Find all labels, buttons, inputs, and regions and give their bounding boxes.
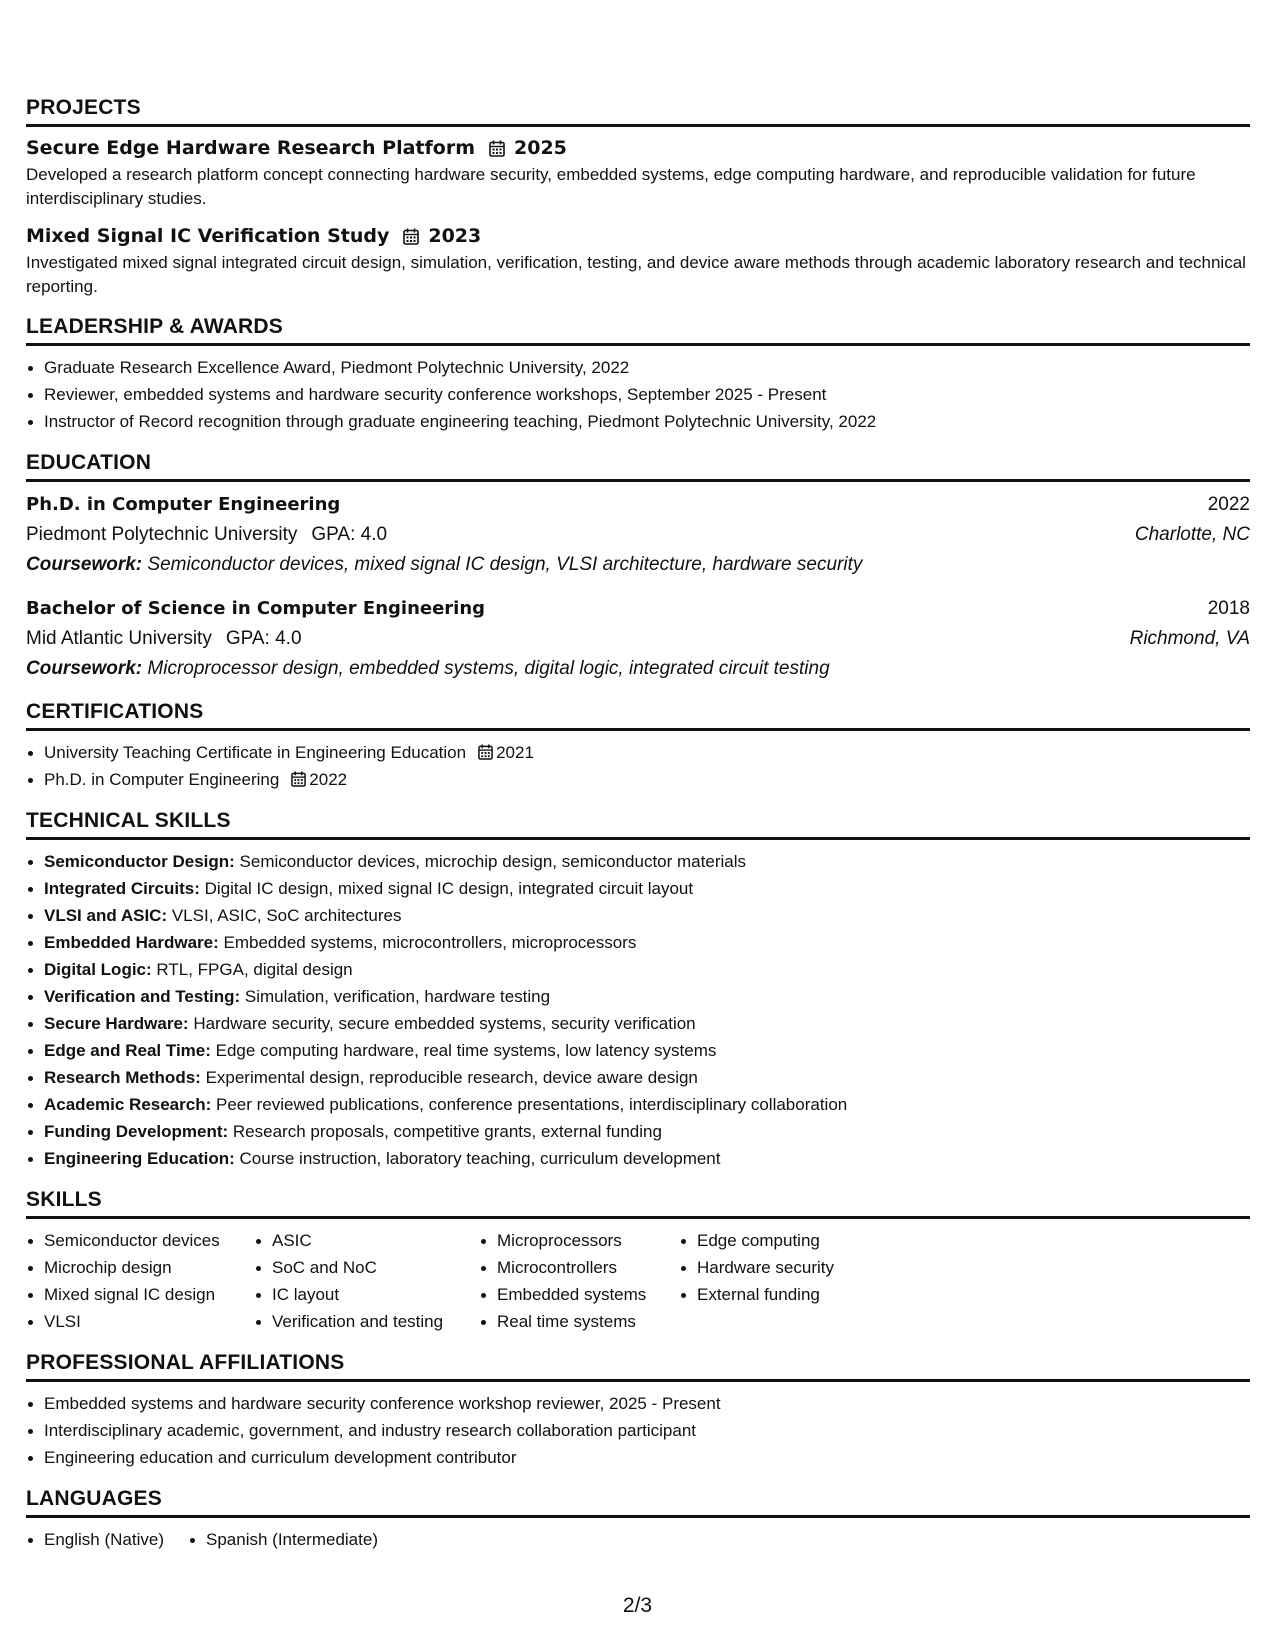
skill-details: RTL, FPGA, digital design bbox=[156, 960, 353, 979]
location: Charlotte, NC bbox=[1134, 524, 1250, 545]
skill-category: Secure Hardware: bbox=[44, 1014, 189, 1033]
school-name: Mid Atlantic University bbox=[26, 628, 212, 649]
leadership-section bbox=[26, 315, 1250, 435]
leadership-list bbox=[26, 354, 1250, 435]
list-item: ASIC bbox=[254, 1227, 479, 1254]
list-item: Microchip design bbox=[26, 1254, 254, 1281]
degree: Ph.D. in Computer Engineering bbox=[26, 494, 341, 515]
technical-skills-list bbox=[26, 848, 1250, 1172]
skills-section bbox=[26, 1188, 1250, 1335]
projects-section bbox=[26, 96, 1250, 299]
skill-details: Peer reviewed publications, conference presentations, interdisciplinary collaboration bbox=[216, 1095, 848, 1114]
certification-year: 2021 bbox=[496, 743, 534, 762]
skill-category: Engineering Education: bbox=[44, 1149, 235, 1168]
list-item: Interdisciplinary academic, government, and industry research collaboration participant bbox=[26, 1417, 1250, 1444]
project-item bbox=[26, 135, 1250, 211]
calendar-icon bbox=[489, 140, 505, 157]
skill-details: Hardware security, secure embedded systems, security verification bbox=[193, 1014, 696, 1033]
list-item bbox=[26, 956, 1250, 983]
project-name: Mixed Signal IC Verification Study bbox=[26, 225, 390, 247]
skill-category: Integrated Circuits: bbox=[44, 879, 200, 898]
list-item bbox=[26, 929, 1250, 956]
certifications-section bbox=[26, 700, 1250, 793]
certification-name: Ph.D. in Computer Engineering bbox=[44, 770, 280, 789]
skill-category: Verification and Testing: bbox=[44, 987, 241, 1006]
coursework: Microprocessor design, embedded systems, digital logic, integrated circuit testing bbox=[147, 658, 830, 679]
list-item bbox=[26, 848, 1250, 875]
list-item: External funding bbox=[679, 1281, 879, 1308]
affiliations-section bbox=[26, 1351, 1250, 1471]
list-item: Real time systems bbox=[479, 1308, 679, 1335]
graduation-year: 2022 bbox=[1207, 494, 1250, 515]
skill-category: Semiconductor Design: bbox=[44, 852, 235, 871]
skills-columns bbox=[26, 1227, 1250, 1335]
list-item: Semiconductor devices bbox=[26, 1227, 254, 1254]
section-title: PROFESSIONAL AFFILIATIONS bbox=[26, 1351, 1250, 1382]
list-item: Mixed signal IC design bbox=[26, 1281, 254, 1308]
page-number: 2/3 bbox=[622, 1594, 653, 1617]
list-item: Graduate Research Excellence Award, Piedmont Polytechnic University, 2022 bbox=[26, 354, 1250, 381]
languages-section bbox=[26, 1487, 1250, 1553]
list-item: Embedded systems and hardware security conference workshop reviewer, 2025 - Present bbox=[26, 1390, 1250, 1417]
calendar-icon bbox=[291, 771, 306, 787]
coursework: Semiconductor devices, mixed signal IC design, VLSI architecture, hardware security bbox=[147, 554, 863, 575]
list-item: VLSI bbox=[26, 1308, 254, 1335]
list-item bbox=[26, 1145, 1250, 1172]
graduation-year: 2018 bbox=[1207, 598, 1250, 619]
degree: Bachelor of Science in Computer Engineering bbox=[26, 598, 486, 619]
coursework-label: Coursework: bbox=[26, 658, 143, 679]
certification-year: 2022 bbox=[309, 770, 348, 789]
project-name: Secure Edge Hardware Research Platform bbox=[26, 137, 475, 159]
section-title: PROJECTS bbox=[26, 96, 1250, 127]
section-title: CERTIFICATIONS bbox=[26, 700, 1250, 731]
project-description: Investigated mixed signal integrated circuit design, simulation, verification, testing, and device aware methods through academic laboratory research and technical reporting. bbox=[26, 253, 1246, 296]
gpa: GPA: 4.0 bbox=[225, 628, 302, 649]
skill-details: Semiconductor devices, microchip design, semiconductor materials bbox=[239, 852, 746, 871]
technical-skills-section bbox=[26, 809, 1250, 1172]
list-item: IC layout bbox=[254, 1281, 479, 1308]
section-title: SKILLS bbox=[26, 1188, 1250, 1219]
list-item: Embedded systems bbox=[479, 1281, 679, 1308]
location: Richmond, VA bbox=[1129, 628, 1250, 649]
list-item: SoC and NoC bbox=[254, 1254, 479, 1281]
skill-details: Course instruction, laboratory teaching, curriculum development bbox=[239, 1149, 721, 1168]
list-item: Spanish (Intermediate) bbox=[188, 1526, 378, 1553]
project-year: 2025 bbox=[514, 137, 567, 159]
list-item: Edge computing bbox=[679, 1227, 879, 1254]
education-item bbox=[26, 490, 1250, 580]
list-item bbox=[26, 902, 1250, 929]
list-item bbox=[26, 739, 1250, 766]
skills-column bbox=[26, 1227, 254, 1335]
list-item bbox=[26, 1091, 1250, 1118]
list-item bbox=[26, 1064, 1250, 1091]
list-item: Verification and testing bbox=[254, 1308, 479, 1335]
skill-details: Simulation, verification, hardware testing bbox=[244, 987, 551, 1006]
languages-list bbox=[26, 1526, 1250, 1553]
list-item: Microcontrollers bbox=[479, 1254, 679, 1281]
calendar-icon bbox=[478, 744, 493, 760]
list-item bbox=[26, 1037, 1250, 1064]
calendar-icon bbox=[403, 228, 419, 245]
skill-category: Academic Research: bbox=[44, 1095, 212, 1114]
list-item bbox=[26, 1118, 1250, 1145]
list-item: Engineering education and curriculum development contributor bbox=[26, 1444, 1250, 1471]
gpa: GPA: 4.0 bbox=[311, 524, 388, 545]
school-name: Piedmont Polytechnic University bbox=[26, 524, 298, 545]
list-item: Hardware security bbox=[679, 1254, 879, 1281]
skill-category: Funding Development: bbox=[44, 1122, 229, 1141]
project-description: Developed a research platform concept connecting hardware security, embedded systems, edge computing hardware, and reproducible validation for future interdisciplinary studies. bbox=[26, 165, 1196, 208]
education-section bbox=[26, 451, 1250, 684]
project-item bbox=[26, 223, 1250, 299]
education-item bbox=[26, 594, 1250, 684]
skill-category: VLSI and ASIC: bbox=[44, 906, 168, 925]
list-item bbox=[26, 875, 1250, 902]
skills-column bbox=[679, 1227, 879, 1335]
certifications-list bbox=[26, 739, 1250, 793]
section-title: TECHNICAL SKILLS bbox=[26, 809, 1250, 840]
skill-category: Research Methods: bbox=[44, 1068, 201, 1087]
skill-details: Embedded systems, microcontrollers, microprocessors bbox=[223, 933, 637, 952]
skill-category: Edge and Real Time: bbox=[44, 1041, 211, 1060]
skill-details: Edge computing hardware, real time systems, low latency systems bbox=[215, 1041, 717, 1060]
affiliations-list bbox=[26, 1390, 1250, 1471]
list-item bbox=[26, 766, 1250, 793]
certification-name: University Teaching Certificate in Engineering Education bbox=[44, 743, 467, 762]
resume-page bbox=[26, 96, 1250, 1569]
skill-details: Digital IC design, mixed signal IC design, integrated circuit layout bbox=[204, 879, 694, 898]
section-title: LEADERSHIP & AWARDS bbox=[26, 315, 1250, 346]
list-item: English (Native) bbox=[26, 1526, 164, 1553]
skill-details: Experimental design, reproducible research, device aware design bbox=[205, 1068, 698, 1087]
skill-details: VLSI, ASIC, SoC architectures bbox=[171, 906, 402, 925]
list-item bbox=[26, 1010, 1250, 1037]
section-title: EDUCATION bbox=[26, 451, 1250, 482]
skills-column bbox=[254, 1227, 479, 1335]
skill-details: Research proposals, competitive grants, external funding bbox=[232, 1122, 662, 1141]
list-item bbox=[26, 983, 1250, 1010]
skill-category: Digital Logic: bbox=[44, 960, 152, 979]
section-title: LANGUAGES bbox=[26, 1487, 1250, 1518]
skills-column bbox=[479, 1227, 679, 1335]
list-item: Microprocessors bbox=[479, 1227, 679, 1254]
list-item: Instructor of Record recognition through graduate engineering teaching, Piedmont Polytechnic University, 2022 bbox=[26, 408, 1250, 435]
project-year: 2023 bbox=[428, 225, 482, 247]
skill-category: Embedded Hardware: bbox=[44, 933, 219, 952]
coursework-label: Coursework: bbox=[26, 554, 143, 575]
list-item: Reviewer, embedded systems and hardware security conference workshops, September 2025 - Present bbox=[26, 381, 1250, 408]
